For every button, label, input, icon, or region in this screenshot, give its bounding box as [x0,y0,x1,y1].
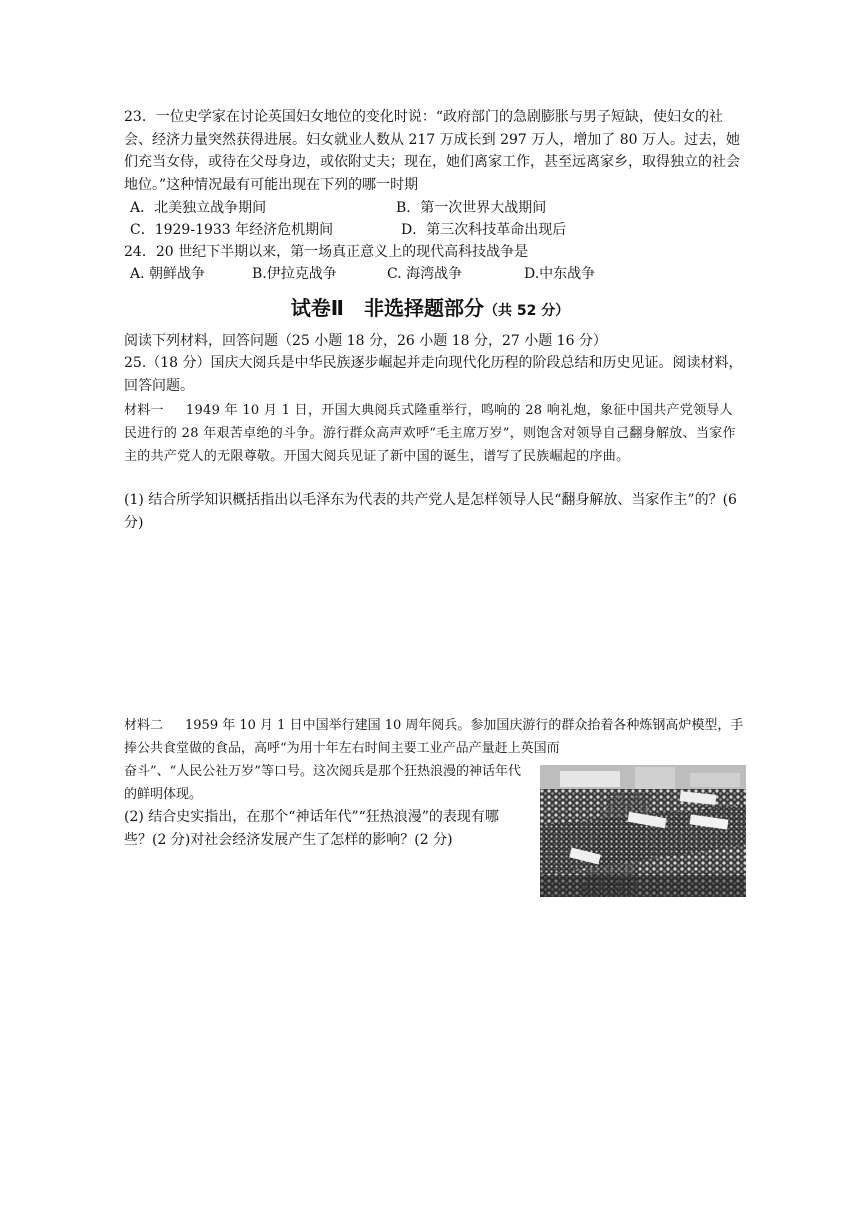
q24-option-b: B.伊拉克战争 [252,266,337,282]
question-25-2: (2) 结合史实指出，在那个“神话年代”“狂热浪漫”的表现有哪些？(2 分)对社会经济发展产生了怎样的影响？(2 分) [124,809,499,848]
question-23-stem: 23．一位史学家在讨论英国妇女地位的变化时说：“政府部门的急剧膨胀与男子短缺，使妇女的社会、经济力量突然获得进展。妇女就业人数从 217 万成长到 297 万人，增加了 80 万人。过去，她们充当女侍，或待在父母身边，或依附丈夫；现在，她们离家工作，甚至远离家乡，取得独立的社会地位。”这种情况最有可能出现在下列的哪一时期 [124,109,740,193]
section-instruction: 阅读下列材料，回答问题（25 小题 18 分，26 小题 18 分，27 小题 16 分） [124,333,607,349]
q24-option-c: C. 海湾战争 [387,266,463,282]
material-2-continued: 奋斗”、“人民公社万岁”等口号。这次阅兵是那个狂热浪漫的神话年代的鲜明体现。 [124,764,521,802]
section-title [0,294,860,325]
question-24-stem: 24．20 世纪下半期以来，第一场真正意义上的现代高科技战争是 [124,244,529,260]
question-25-1: (1) 结合所学知识概括指出以毛泽东为代表的共产党人是怎样领导人民“翻身解放、当家作主”的？(6 分) [124,492,737,531]
q23-option-b: B．第一次世界大战期间 [396,200,547,216]
material-1-text: 1949 年 10 月 1 日，开国大典阅兵式隆重举行，鸣响的 28 响礼炮，象征中国共产党领导人民进行的 28 年艰苦卓绝的斗争。游行群众高声欢呼“毛主席万岁”，则饱含对领导自己翻身解放、当家作主的共产党人的无限尊敬。开国大阅兵见证了新中国的诞生，谱写了民族崛起的序曲。 [124,403,736,464]
material-1 [124,399,746,468]
parade-photo [540,765,746,897]
material-2-label: 材料二 [124,718,164,733]
material-2 [124,714,746,760]
question-25-intro: 25.（18 分）国庆大阅兵是中华民族逐步崛起并走向现代化历程的阶段总结和历史见证。阅读材料，回答问题。 [124,355,743,394]
q24-option-a: A. 朝鲜战争 [130,266,206,282]
q24-option-d: D.中东战争 [524,266,596,282]
q23-option-c: C．1929-1933 年经济危机期间 [130,222,334,238]
q23-option-a: A．北美独立战争期间 [130,200,267,216]
q23-option-d: D．第三次科技革命出现后 [401,222,567,238]
section-score: （共 52 分） [483,303,570,319]
parade-photo-image [540,765,746,897]
section-title-text: 试卷Ⅱ 非选择题部分 [290,296,484,320]
material-1-label: 材料一 [124,403,164,418]
material-2-text-a: 1959 年 10 月 1 日中国举行建国 10 周年阅兵。参加国庆游行的群众抬着各种炼钢高炉模型，手捧公共食堂做的食品，高呼“为用十年左右时间主要工业产品产量赶上英国而 [124,718,744,756]
